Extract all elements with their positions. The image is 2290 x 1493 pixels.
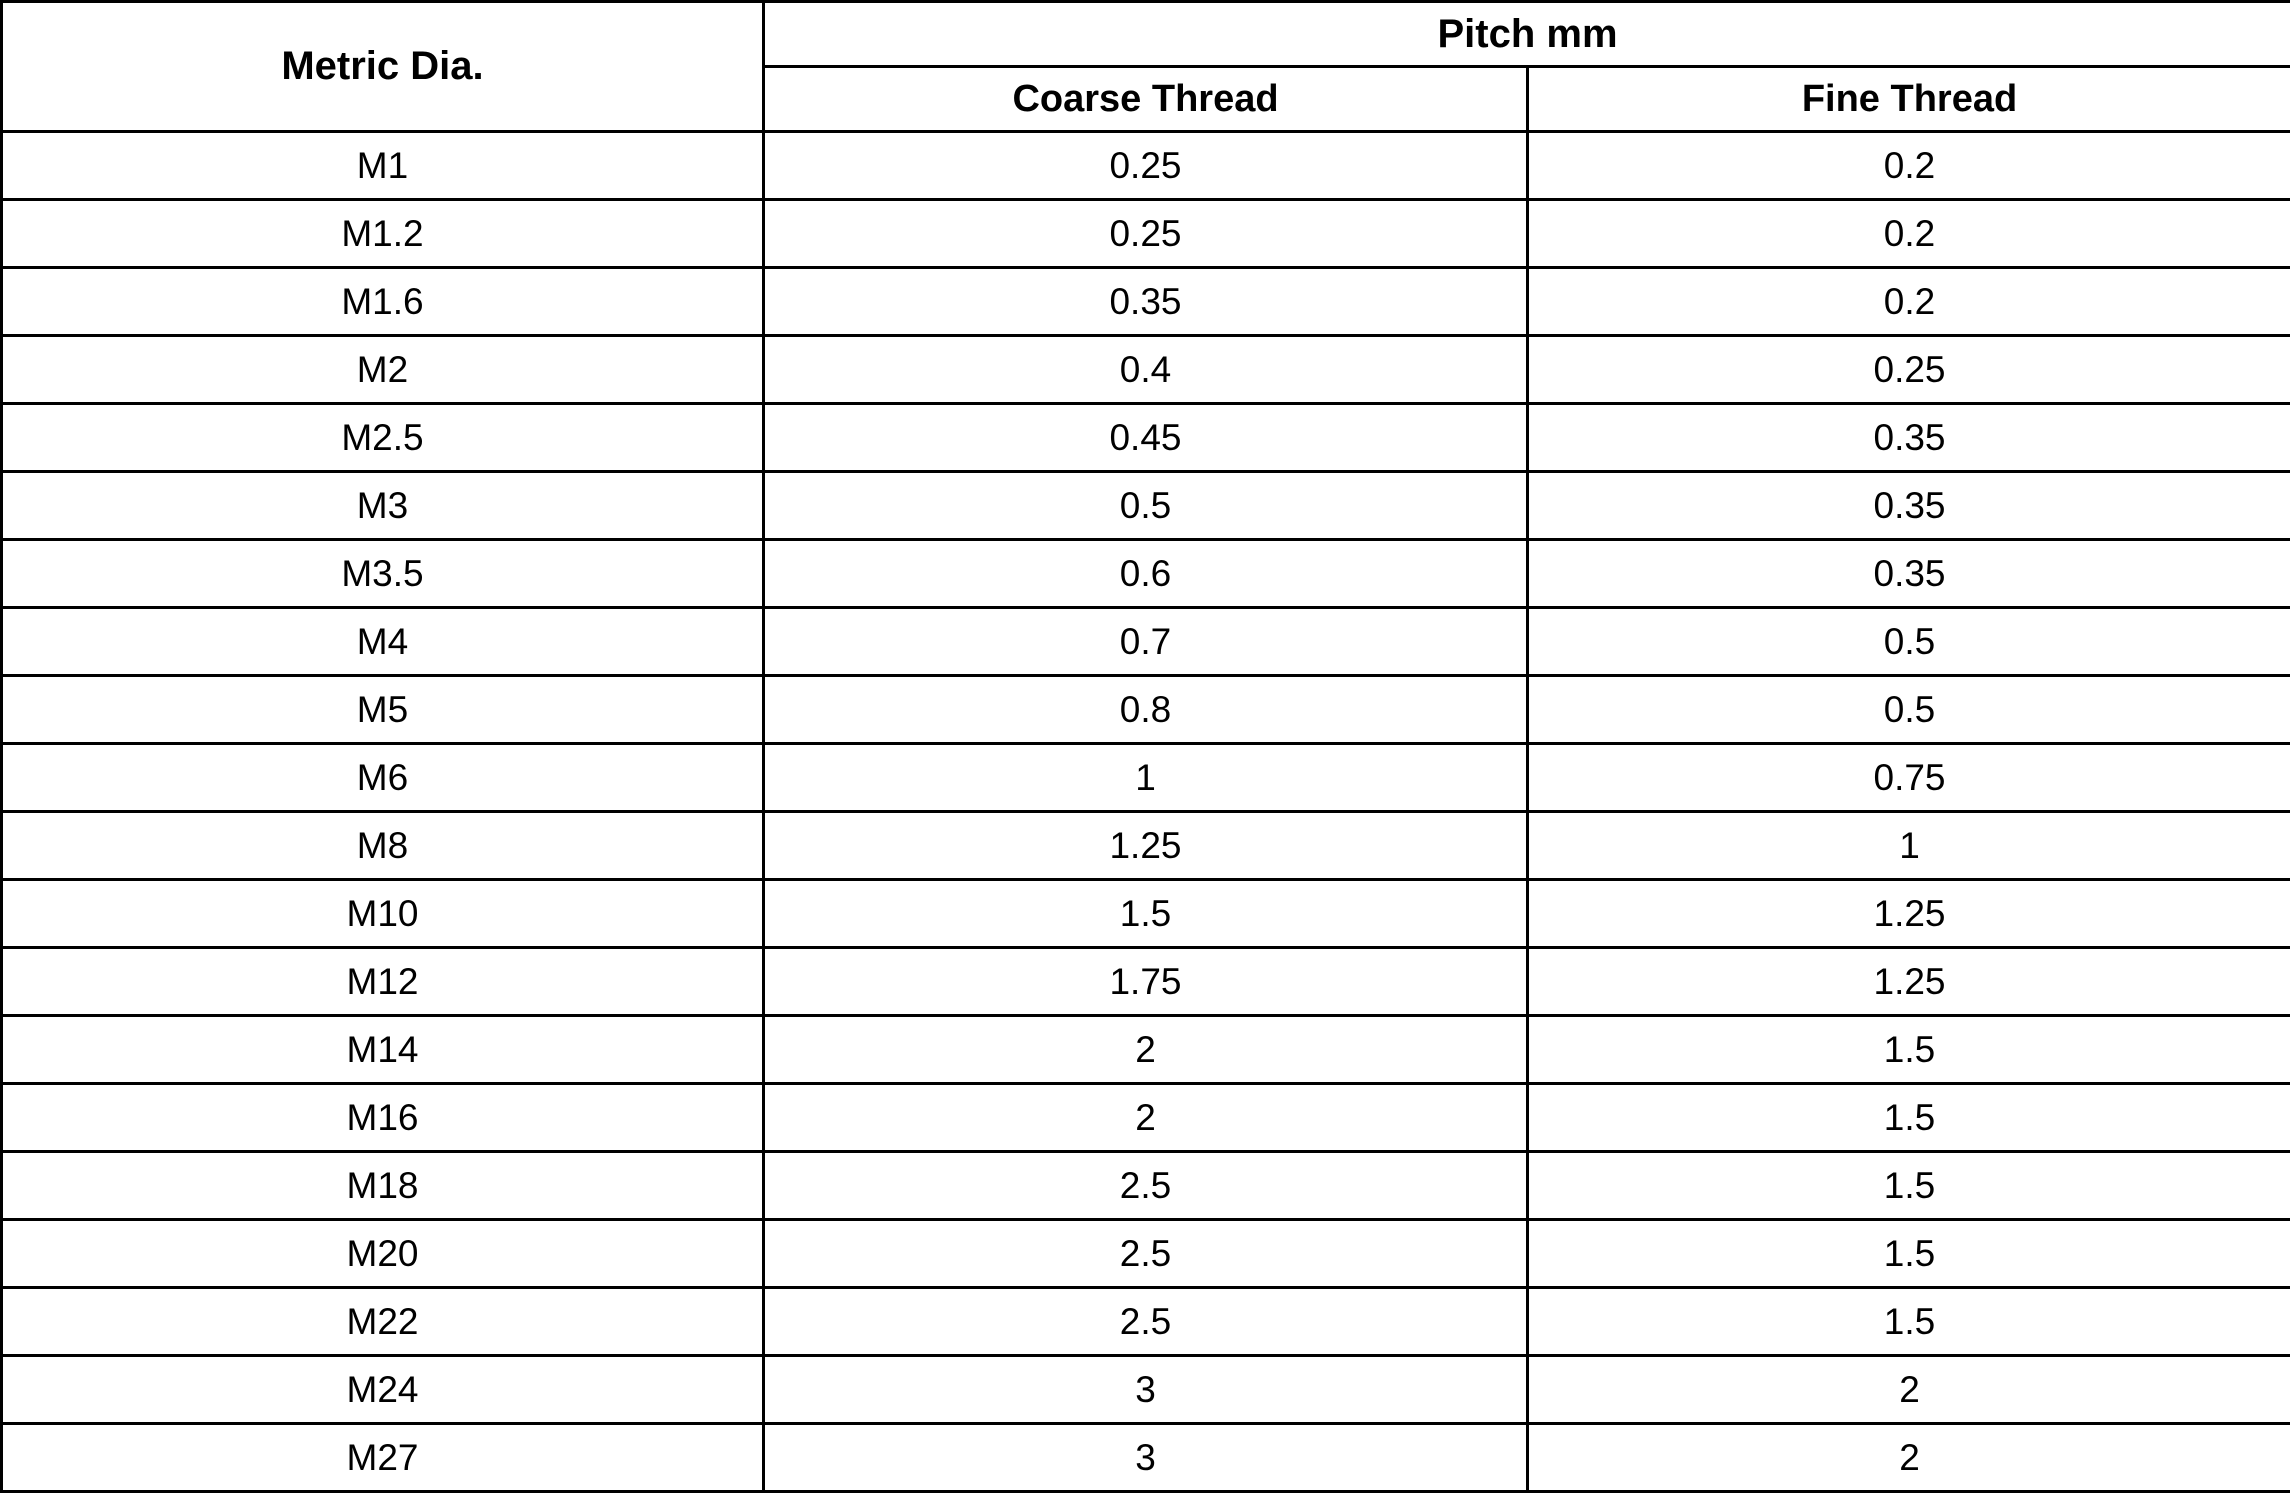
cell-coarse-pitch: 0.25 <box>764 200 1528 268</box>
table-row <box>2 1016 2290 1084</box>
cell-fine-pitch: 0.35 <box>1528 472 2290 540</box>
cell-metric-dia: M3 <box>2 472 764 540</box>
cell-coarse-pitch: 0.4 <box>764 336 1528 404</box>
table-row <box>2 948 2290 1016</box>
cell-metric-dia: M1.2 <box>2 200 764 268</box>
cell-metric-dia: M10 <box>2 880 764 948</box>
cell-coarse-pitch: 0.8 <box>764 676 1528 744</box>
table-row <box>2 676 2290 744</box>
cell-fine-pitch: 0.5 <box>1528 676 2290 744</box>
cell-fine-pitch: 1.25 <box>1528 948 2290 1016</box>
cell-metric-dia: M4 <box>2 608 764 676</box>
cell-fine-pitch: 0.5 <box>1528 608 2290 676</box>
table-row <box>2 336 2290 404</box>
cell-coarse-pitch: 0.7 <box>764 608 1528 676</box>
cell-metric-dia: M2.5 <box>2 404 764 472</box>
cell-coarse-pitch: 0.45 <box>764 404 1528 472</box>
cell-metric-dia: M6 <box>2 744 764 812</box>
cell-coarse-pitch: 0.6 <box>764 540 1528 608</box>
cell-fine-pitch: 0.2 <box>1528 268 2290 336</box>
cell-coarse-pitch: 0.5 <box>764 472 1528 540</box>
table-row <box>2 1288 2290 1356</box>
table-row <box>2 1084 2290 1152</box>
cell-fine-pitch: 1.5 <box>1528 1288 2290 1356</box>
cell-fine-pitch: 0.75 <box>1528 744 2290 812</box>
cell-metric-dia: M1 <box>2 132 764 200</box>
cell-coarse-pitch: 1.5 <box>764 880 1528 948</box>
cell-fine-pitch: 1.5 <box>1528 1084 2290 1152</box>
cell-coarse-pitch: 2.5 <box>764 1220 1528 1288</box>
cell-coarse-pitch: 0.35 <box>764 268 1528 336</box>
table-row <box>2 200 2290 268</box>
table-body <box>2 132 2290 1492</box>
column-group-header-pitch: Pitch mm <box>764 2 2290 67</box>
table-row <box>2 880 2290 948</box>
table-row <box>2 744 2290 812</box>
cell-coarse-pitch: 0.25 <box>764 132 1528 200</box>
cell-fine-pitch: 2 <box>1528 1356 2290 1424</box>
table-row <box>2 1424 2290 1492</box>
cell-fine-pitch: 1.5 <box>1528 1220 2290 1288</box>
column-header-coarse-thread: Coarse Thread <box>764 67 1528 132</box>
cell-metric-dia: M12 <box>2 948 764 1016</box>
cell-coarse-pitch: 1.75 <box>764 948 1528 1016</box>
cell-coarse-pitch: 2 <box>764 1084 1528 1152</box>
cell-fine-pitch: 1 <box>1528 812 2290 880</box>
table-header <box>2 2 2290 132</box>
cell-coarse-pitch: 3 <box>764 1424 1528 1492</box>
cell-coarse-pitch: 1 <box>764 744 1528 812</box>
cell-metric-dia: M2 <box>2 336 764 404</box>
cell-fine-pitch: 1.5 <box>1528 1016 2290 1084</box>
cell-metric-dia: M8 <box>2 812 764 880</box>
cell-coarse-pitch: 2.5 <box>764 1288 1528 1356</box>
cell-fine-pitch: 0.35 <box>1528 404 2290 472</box>
cell-fine-pitch: 0.2 <box>1528 200 2290 268</box>
column-header-metric-dia: Metric Dia. <box>2 2 764 132</box>
table-row <box>2 1220 2290 1288</box>
cell-metric-dia: M3.5 <box>2 540 764 608</box>
table-row <box>2 404 2290 472</box>
cell-coarse-pitch: 1.25 <box>764 812 1528 880</box>
cell-fine-pitch: 2 <box>1528 1424 2290 1492</box>
cell-fine-pitch: 1.25 <box>1528 880 2290 948</box>
table-row <box>2 608 2290 676</box>
cell-coarse-pitch: 2 <box>764 1016 1528 1084</box>
cell-metric-dia: M5 <box>2 676 764 744</box>
column-header-fine-thread: Fine Thread <box>1528 67 2290 132</box>
cell-fine-pitch: 0.35 <box>1528 540 2290 608</box>
table-row <box>2 1152 2290 1220</box>
table-row <box>2 1356 2290 1424</box>
cell-coarse-pitch: 3 <box>764 1356 1528 1424</box>
cell-coarse-pitch: 2.5 <box>764 1152 1528 1220</box>
cell-fine-pitch: 0.25 <box>1528 336 2290 404</box>
cell-metric-dia: M14 <box>2 1016 764 1084</box>
table-row <box>2 540 2290 608</box>
table-row <box>2 268 2290 336</box>
cell-metric-dia: M24 <box>2 1356 764 1424</box>
table-row <box>2 812 2290 880</box>
cell-metric-dia: M20 <box>2 1220 764 1288</box>
cell-fine-pitch: 0.2 <box>1528 132 2290 200</box>
table-row <box>2 132 2290 200</box>
table-row <box>2 472 2290 540</box>
table-header-row-1 <box>2 2 2290 67</box>
cell-metric-dia: M16 <box>2 1084 764 1152</box>
cell-metric-dia: M18 <box>2 1152 764 1220</box>
cell-metric-dia: M27 <box>2 1424 764 1492</box>
cell-metric-dia: M22 <box>2 1288 764 1356</box>
cell-fine-pitch: 1.5 <box>1528 1152 2290 1220</box>
cell-metric-dia: M1.6 <box>2 268 764 336</box>
